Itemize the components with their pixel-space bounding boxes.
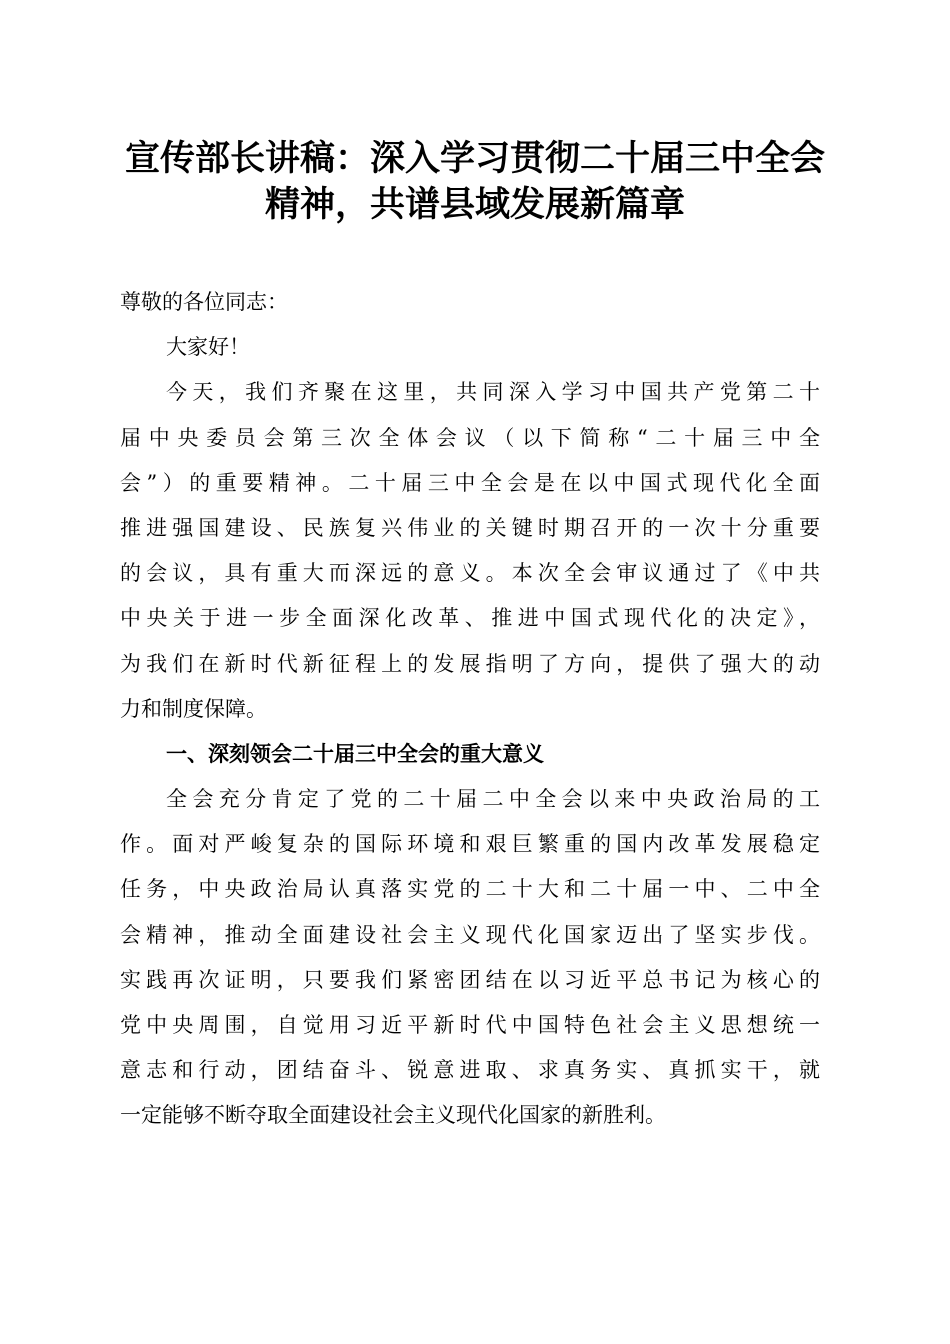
paragraph-line: 会”）的重要精神。二十届三中全会是在以中国式现代化全面 xyxy=(120,470,820,495)
title-line-1: 宣传部长讲稿：深入学习贯彻二十届三中全会 xyxy=(124,138,825,179)
paragraph-line: 意志和行动，团结奋斗、锐意进取、求真务实、真抓实干，就 xyxy=(120,1058,820,1083)
paragraph-line: 推进强国建设、民族复兴伟业的关键时期召开的一次十分重要 xyxy=(120,515,820,540)
document-title xyxy=(110,136,840,228)
paragraph-line: 作。面对严峻复杂的国际环境和艰巨繁重的国内改革发展稳定 xyxy=(120,832,820,857)
title-line-2: 精神，共谱县域发展新篇章 xyxy=(264,184,685,225)
paragraph-line: 的会议，具有重大而深远的意义。本次全会审议通过了《中共 xyxy=(120,561,820,586)
paragraph-line: 任务，中央政治局认真落实党的二十大和二十届一中、二中全 xyxy=(120,877,820,902)
paragraph-line: 为我们在新时代新征程上的发展指明了方向，提供了强大的动 xyxy=(120,651,820,676)
paragraph-line: 一定能够不断夺取全面建设社会主义现代化国家的新胜利。 xyxy=(120,1103,666,1128)
paragraph-line: 会精神，推动全面建设社会主义现代化国家迈出了坚实步伐。 xyxy=(120,922,820,947)
paragraph-2 xyxy=(120,777,820,1139)
section-heading: 一、深刻领会二十届三中全会的重大意义 xyxy=(166,741,544,766)
document-body xyxy=(120,280,820,1139)
paragraph-1 xyxy=(120,370,820,732)
paragraph-line: 中央关于进一步全面深化改革、推进中国式现代化的决定》， xyxy=(120,606,820,631)
paragraph-line: 力和制度保障。 xyxy=(120,696,267,721)
paragraph-line: 全会充分肯定了党的二十届二中全会以来中央政治局的工 xyxy=(166,787,820,812)
greeting: 尊敬的各位同志： xyxy=(120,290,288,314)
paragraph-line: 届中央委员会第三次全体会议（以下简称“二十届三中全 xyxy=(120,425,820,450)
paragraph-line: 党中央周围，自觉用习近平新时代中国特色社会主义思想统一 xyxy=(120,1013,820,1037)
salutation: 大家好！ xyxy=(166,335,250,360)
paragraph-line: 实践再次证明，只要我们紧密团结在以习近平总书记为核心的 xyxy=(120,967,820,992)
paragraph-line: 今天，我们齐聚在这里，共同深入学习中国共产党第二十 xyxy=(166,380,820,405)
